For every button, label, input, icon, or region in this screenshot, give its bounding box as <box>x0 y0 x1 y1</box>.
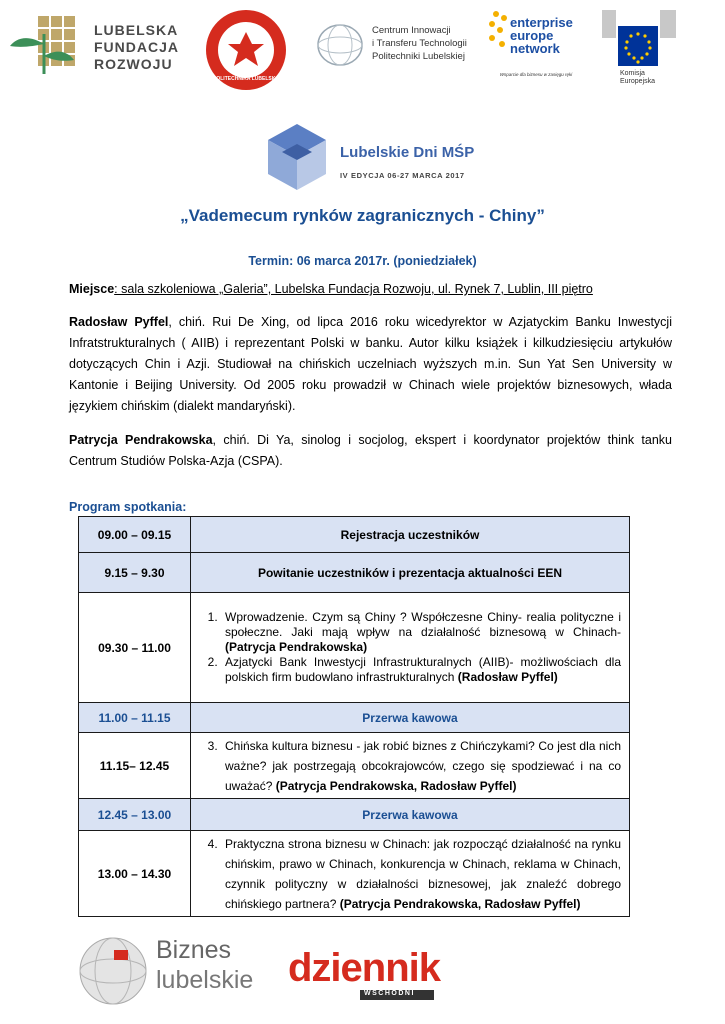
event-logo <box>266 122 486 192</box>
lfr-emblem-icon <box>8 14 78 76</box>
program-row <box>79 799 630 831</box>
program-row <box>79 593 630 703</box>
speaker-bio-1 <box>69 312 672 417</box>
lfr-line-2: FUNDACJA <box>94 39 179 55</box>
cittpl-line-2: i Transferu Technologii <box>372 38 467 49</box>
program-activity <box>191 831 630 917</box>
program-item-text: Wprowadzenie. Czym są Chiny ? Współczesne Chiny- realia polityczne i społeczne. Jaki mają wpływ na działalność biznesową w Chinach- <box>225 610 621 639</box>
biznes-text: Biznes <box>156 936 232 964</box>
globe-icon <box>78 932 148 1010</box>
program-activity: Przerwa kawowa <box>191 799 630 831</box>
speaker-text-2: , chiń. Di Ya, sinolog i socjolog, ekspert i koordynator projektów think tanku Centrum Studiów Polska-Azja (CSPA). <box>69 433 672 468</box>
politechnika-ring-text: POLITECHNIKA LUBELSKA <box>213 76 279 82</box>
ke-line-2: Europejska <box>620 78 656 85</box>
program-time: 11.00 – 11.15 <box>79 703 191 733</box>
program-item-text: Azjatycki Bank Inwestycji Infrastrukturalnych (AIIB)- możliwościach dla polskich firm budowlano infrastrukturalnych <box>225 655 621 684</box>
program-label: Program spotkania: <box>69 500 187 514</box>
politechnika-lubelska-logo <box>204 8 288 92</box>
program-row <box>79 733 630 799</box>
program-item <box>221 655 621 685</box>
cittpl-sphere-icon <box>314 20 366 70</box>
venue-line <box>69 279 672 300</box>
program-row <box>79 831 630 917</box>
wschodni-text: WSCHODNI <box>364 990 415 997</box>
centrum-innowacji-logo <box>314 20 474 70</box>
program-item <box>221 610 621 655</box>
program-time: 09.30 – 11.00 <box>79 593 191 703</box>
event-edition: IV EDYCJA 06-27 MARCA 2017 <box>340 171 465 180</box>
een-line-3: network <box>510 41 560 56</box>
program-item-text: Praktyczna strona biznesu w Chinach: jak rozpocząć działalność na rynku chińskim, prawo w Chinach, konkurencja w Chinach, reklama w Chinach, czynnik polityczny w działalności biznesowej, jak znaleźć dobrego chińskiego partnera? <box>225 836 621 911</box>
speaker-bio-2 <box>69 430 672 472</box>
program-item <box>221 736 621 796</box>
ke-line-1: Komisja <box>620 70 645 77</box>
program-activity: Przerwa kawowa <box>191 703 630 733</box>
program-table <box>78 516 630 917</box>
program-activity <box>191 733 630 799</box>
eu-flag-icon <box>600 8 678 68</box>
program-item <box>221 834 621 914</box>
program-item-speaker: (Radosław Pyffel) <box>457 670 558 684</box>
program-item-speaker: (Patrycja Pendrakowska, Radosław Pyffel) <box>275 778 517 793</box>
speaker-name-2: Patrycja Pendrakowska <box>69 433 213 447</box>
program-activity: Powitanie uczestników i prezentacja aktualności EEN <box>191 553 630 593</box>
program-time: 9.15 – 9.30 <box>79 553 191 593</box>
lubelskie-text: lubelskie <box>156 966 254 994</box>
program-activity: Rejestracja uczestników <box>191 517 630 553</box>
program-time: 11.15– 12.45 <box>79 733 191 799</box>
program-row <box>79 517 630 553</box>
biznes-lubelskie-logo <box>78 932 268 1010</box>
komisja-europejska-logo <box>600 8 678 86</box>
venue-value: : sala szkoleniowa „Galeria”, Lubelska Fundacja Rozwoju, ul. Rynek 7, Lublin, III piętro <box>114 282 593 296</box>
cittpl-line-1: Centrum Innowacji <box>372 25 451 36</box>
program-time: 12.45 – 13.00 <box>79 799 191 831</box>
dziennik-wschodni-logo <box>288 946 450 1010</box>
cube-icon <box>266 122 328 192</box>
lfr-line-3: ROZWOJU <box>94 56 173 72</box>
event-title: Lubelskie Dni MŚP <box>340 144 475 161</box>
een-line-2: europe <box>510 28 554 43</box>
een-line-1: enterprise <box>510 15 573 30</box>
lfr-line-1: LUBELSKA <box>94 22 179 38</box>
program-activity <box>191 593 630 703</box>
program-item-text: Chińska kultura biznesu - jak robić biznes z Chińczykami? Co jest dla nich ważne? jak postrzegają obcokrajowców, czego się spodziewać i na co uważać? <box>225 738 621 793</box>
speaker-name-1: Radosław Pyffel <box>69 315 169 329</box>
program-item-speaker: (Patrycja Pendrakowska) <box>225 640 368 654</box>
page-title: „Vademecum rynków zagranicznych - Chiny” <box>180 206 545 225</box>
dziennik-text: dziennik <box>288 946 441 990</box>
event-date: Termin: 06 marca 2017r. (poniedziałek) <box>248 254 477 268</box>
program-time: 13.00 – 14.30 <box>79 831 191 917</box>
program-item-speaker: (Patrycja Pendrakowska, Radosław Pyffel) <box>339 896 581 911</box>
venue-label: Miejsce <box>69 282 115 296</box>
program-row <box>79 553 630 593</box>
program-time: 09.00 – 09.15 <box>79 517 191 553</box>
cittpl-line-3: Politechniki Lubelskiej <box>372 51 465 62</box>
enterprise-europe-network-logo <box>486 8 582 80</box>
een-tagline: Wsparcie dla biznesu w zasięgu ręki <box>499 72 573 77</box>
program-row <box>79 703 630 733</box>
speaker-text-1: , chiń. Rui De Xing, od lipca 2016 roku wicedyrektor w Azjatyckim Banku Inwestycji Infratstrukturalnych ( AIIB) i reprezentant Polski w banku. Autor kilku książek i kilkudziesięciu artykułów dotyczących Chin i Azji. Studiował na chińskich uczelniach wyższych m.in. Sun Yat Sen University w Kantonie i Beijing University. Od 2005 roku prowadził w Chinach wiele projektów biznesowych, włada językiem chińskim (dialekt mandaryński). <box>69 315 672 413</box>
lubelska-fundacja-rozwoju-logo <box>8 14 179 76</box>
